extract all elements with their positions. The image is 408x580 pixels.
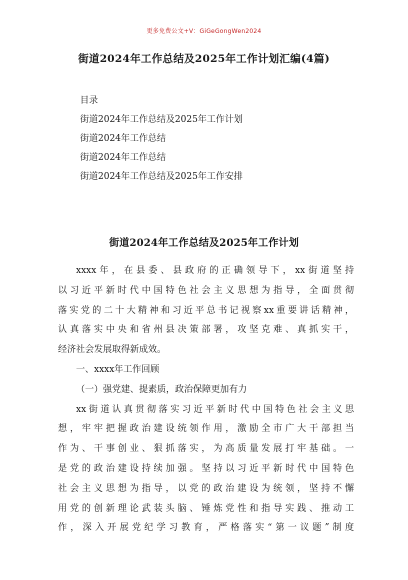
section-body [58, 262, 354, 539]
subsection-heading: （一）强党建、提素质，政治保障更加有力 [76, 384, 248, 395]
document-title: 街道2024年工作总结及2025年工作计划汇编(4篇) [78, 53, 330, 65]
body-line: 是党的政治建设持续加强。坚持以习近平新时代中国特色 [58, 463, 354, 474]
body-line: 作为、干事创业、狠抓落实，为高质量发展打牢基础。一 [58, 444, 354, 455]
body-line: 作，深入开展党纪学习教育，严格落实“第一议题”制度 [58, 523, 354, 534]
toc-item[interactable]: 街道2024年工作总结及2025年工作计划 [80, 115, 243, 125]
body-line: 社会主义思想为指导，以党的政治建设为统领，坚持不懈 [58, 483, 354, 494]
body-line: 用党的创新理论武装头脑、锤炼党性和指导实践、推动工 [58, 503, 354, 514]
toc-item[interactable]: 街道2024年工作总结 [80, 153, 166, 163]
toc-heading: 目录 [80, 96, 99, 106]
section-heading: 一、xxxx年工作回顾 [76, 364, 160, 375]
section-title: 街道2024年工作总结及2025年工作计划 [109, 238, 299, 249]
table-of-contents [80, 92, 360, 187]
body-line: xxxx年，在县委、县政府的正确领导下，xx街道坚持 [76, 266, 354, 276]
body-line: 想，牢牢把握政治建设统领作用，激励全市广大干部担当 [58, 424, 354, 435]
body-line: 认真落实中央和省州县决策部署，攻坚克难、真抓实干， [58, 325, 354, 336]
watermark-text: 更多免费公文+V：GiGeGongWen2024 [146, 28, 262, 35]
body-line: xx街道认真贯彻落实习近平新时代中国特色社会主义思 [76, 404, 354, 415]
body-line: 经济社会发展取得新成效。 [58, 345, 167, 356]
toc-item[interactable]: 街道2024年工作总结 [80, 134, 166, 144]
body-line: 落实党的二十大精神和习近平总书记视察xx重要讲话精神， [58, 305, 354, 316]
body-line: 以习近平新时代中国特色社会主义思想为指导，全面贯彻 [58, 285, 354, 296]
toc-item[interactable]: 街道2024年工作总结及2025年工作安排 [80, 172, 243, 182]
